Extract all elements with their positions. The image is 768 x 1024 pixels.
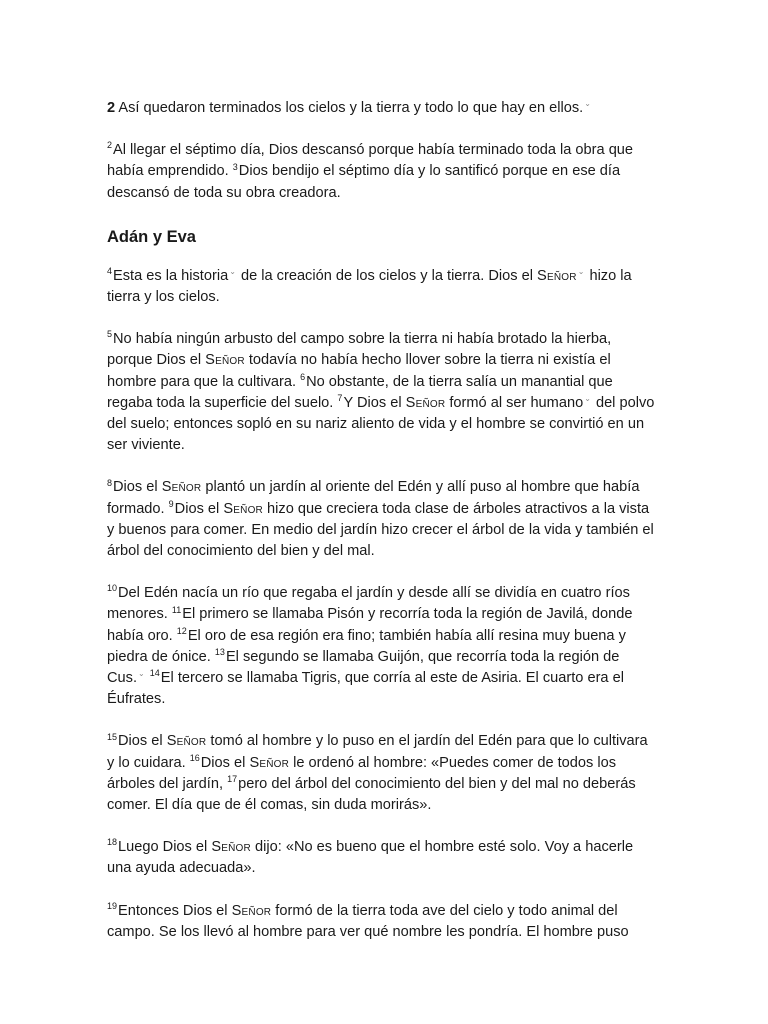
verse-3-text: Dios bendijo el séptimo día y lo santificó porque en ese día descansó de toda su obra creadora. xyxy=(107,163,621,201)
verse-10-text: Del Edén nacía un río que regaba el jardín y desde allí se dividía en cuatro ríos menores. xyxy=(107,585,630,623)
lord-small-caps: Señor xyxy=(223,500,263,517)
paragraph-verse-4 xyxy=(107,266,655,308)
verse-number: 4 xyxy=(107,265,113,276)
paragraph-verse-5-7 xyxy=(107,329,655,456)
verse-5-text: todavía no había hecho llover sobre la tierra ni existía el hombre para que la cultivara. xyxy=(107,352,611,390)
verse-number: 16 xyxy=(189,752,200,763)
paragraph-verse-18 xyxy=(107,837,655,879)
lord-small-caps: Señor xyxy=(205,352,245,369)
lord-small-caps: Señor xyxy=(161,479,202,496)
verse-8-text: plantó un jardín al oriente del Edén y allí puso al hombre que había formado. xyxy=(107,479,640,517)
verse-number: 2 xyxy=(107,140,113,151)
verse-number: 13 xyxy=(214,647,225,657)
lord-small-caps: Señor xyxy=(249,754,290,771)
verse-number: 7 xyxy=(337,392,343,403)
footnote-marker[interactable]: ⌄ xyxy=(577,266,585,276)
verse-16-text: Dios el xyxy=(200,754,246,771)
paragraph-verse-1 xyxy=(107,98,655,119)
paragraph-verse-8-9 xyxy=(107,477,655,562)
verse-5-text: No había ningún arbusto del campo sobre la tierra ni había brotado la hierba, porque Dios el xyxy=(107,331,612,369)
verse-number: 15 xyxy=(107,731,118,742)
verse-number: 14 xyxy=(149,668,160,679)
verse-11-text: El primero se llamaba Pisón y recorría toda la región de Javilá, donde había oro. xyxy=(107,606,633,644)
verse-19-text: formó de la tierra toda ave del cielo y todo animal del campo. Se los llevó al hombre para ver qué nombre les pondría. El hombre puso xyxy=(107,902,629,940)
chapter-number: 2 xyxy=(107,100,116,116)
section-heading: Adán y Eva xyxy=(107,227,196,246)
verse-4-text: de la creación de los cielos y la tierra. Dios el xyxy=(240,267,533,284)
verse-13-text: El segundo se llamaba Guijón, que recorría toda la región de Cus. xyxy=(107,648,620,687)
verse-18-text: dijo: «No es bueno que el hombre esté solo. Voy a hacerle una ayuda adecuada». xyxy=(107,839,634,877)
verse-19-text: Entonces Dios el xyxy=(118,902,228,919)
verse-14-text: El tercero se llamaba Tigris, que corría al este de Asiria. El cuarto era el Éufrates. xyxy=(107,670,624,708)
verse-number: 10 xyxy=(107,583,118,594)
lord-small-caps: Señor xyxy=(405,394,446,411)
lord-small-caps: Señor xyxy=(211,839,251,856)
verse-9-text: Dios el xyxy=(174,500,220,517)
verse-17-text: pero del árbol del conocimiento del bien y del mal no deberás comer. El día que de él comas, sin duda morirás». xyxy=(107,775,636,814)
paragraph-verse-15-17 xyxy=(107,731,655,816)
verse-2-text: Al llegar el séptimo día, Dios descansó porque había terminado toda la obra que había emprendido. xyxy=(107,142,634,180)
verse-number: 18 xyxy=(107,837,118,848)
verse-7-text: Y Dios el xyxy=(343,394,402,411)
paragraph-verse-19 xyxy=(107,901,655,943)
verse-number: 6 xyxy=(300,371,306,382)
verse-6-text: No obstante, de la tierra salía un manantial que regaba toda la superficie del suelo. xyxy=(107,373,613,411)
verse-number: 12 xyxy=(176,625,187,636)
verse-number: 11 xyxy=(171,604,182,615)
paragraph-verse-10-14 xyxy=(107,583,655,710)
verse-number: 9 xyxy=(168,498,174,509)
footnote-marker[interactable]: ⌄ xyxy=(229,266,236,276)
verse-1-text: Así quedaron terminados los cielos y la tierra y todo lo que hay en ellos. xyxy=(118,100,584,116)
lord-small-caps: Señor xyxy=(231,902,272,919)
verse-number: 8 xyxy=(107,477,113,488)
verse-12-text: El oro de esa región era fino; también había allí resina muy buena y piedra de ónice. xyxy=(107,627,626,665)
bible-text-page xyxy=(107,98,655,964)
footnote-marker[interactable]: ⌄ xyxy=(138,669,145,679)
verse-4-text: Esta es la historia xyxy=(113,267,229,284)
lord-small-caps: Señor xyxy=(166,733,207,750)
verse-number: 3 xyxy=(232,161,238,172)
verse-15-text: Dios el xyxy=(118,733,163,750)
footnote-marker[interactable]: ⌄ xyxy=(584,99,591,109)
verse-7-text: formó al ser humano xyxy=(449,394,584,411)
verse-18-text: Luego Dios el xyxy=(118,839,208,856)
verse-15-text: tomó al hombre y lo puso en el jardín del Edén para que lo cultivara y lo cuidara. xyxy=(107,733,648,771)
lord-small-caps: Señor xyxy=(537,267,577,284)
verse-number: 5 xyxy=(107,329,113,340)
verse-8-text: Dios el xyxy=(113,479,158,496)
verse-number: 17 xyxy=(227,774,238,785)
paragraph-verse-2-3 xyxy=(107,140,655,204)
verse-9-text: hizo que creciera toda clase de árboles atractivos a la vista y buenos para comer. En medio del jardín hizo crecer el árbol de la vida y también el árbol del conocimiento del bien y del mal. xyxy=(107,500,654,560)
footnote-marker[interactable]: ⌄ xyxy=(584,393,591,403)
verse-number: 19 xyxy=(107,900,118,911)
verse-16-text: le ordenó al hombre: «Puedes comer de todos los árboles del jardín, xyxy=(107,754,617,792)
verse-7-text: del polvo del suelo; entonces sopló en su nariz aliento de vida y el hombre se convirtió en un ser viviente. xyxy=(107,394,655,454)
verse-4-text: hizo la tierra y los cielos. xyxy=(107,267,632,306)
